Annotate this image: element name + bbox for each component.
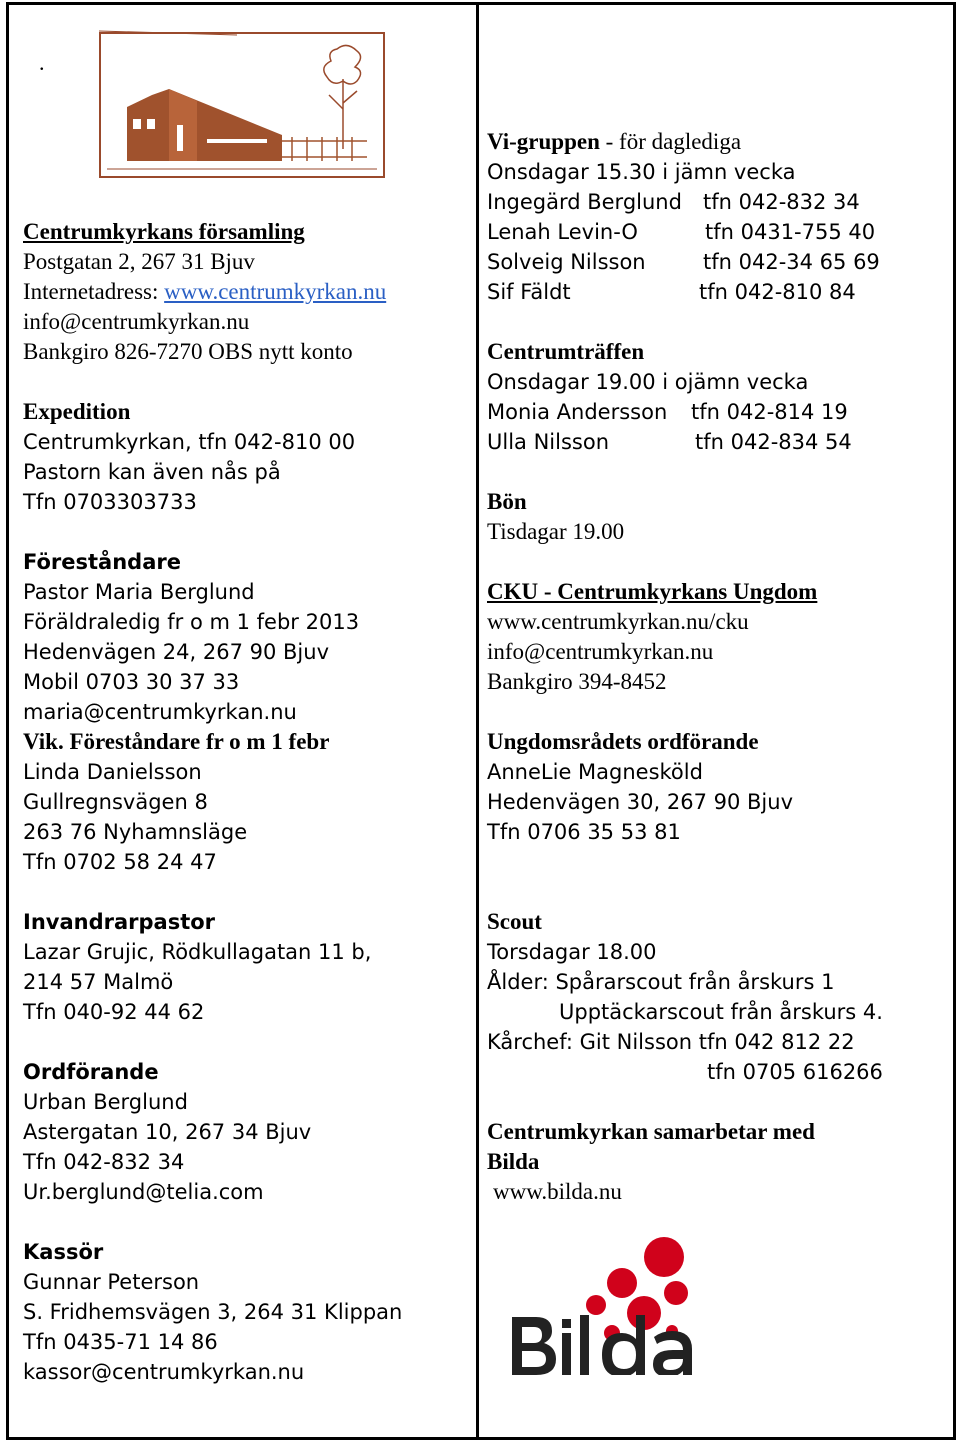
forestandare-name: Pastor Maria Berglund [23, 580, 255, 604]
web-label: Internetadress: [23, 279, 165, 304]
scout-age2: Upptäckarscout från årskurs 4. [559, 1000, 883, 1024]
contact-name: Lenah Levin-O [487, 220, 638, 244]
contact-name: Sif Fäldt [487, 280, 571, 304]
kassor-email: kassor@centrumkyrkan.nu [23, 1360, 305, 1384]
section-title-scout: Scout [487, 909, 542, 934]
website-link[interactable]: www.centrumkyrkan.nu [164, 279, 387, 304]
contact-tfn: tfn 042-814 19 [691, 400, 848, 424]
contact-tfn: tfn 042-810 84 [699, 280, 856, 304]
ungdomsradet-address: Hedenvägen 30, 267 90 Bjuv [487, 790, 794, 814]
section-title-cku: CKU - Centrumkyrkans Ungdom [487, 579, 818, 604]
section-title-forestandare: Föreståndare [23, 550, 181, 574]
ordforande-tfn: Tfn 042-832 34 [23, 1150, 185, 1174]
forsamling-email: info@centrumkyrkan.nu [23, 309, 250, 334]
vigruppen-contact [487, 217, 947, 247]
forsamling-address: Postgatan 2, 267 31 Bjuv [23, 249, 255, 274]
page-frame [6, 2, 956, 1440]
invandrarpastor-tfn: Tfn 040-92 44 62 [23, 1000, 205, 1024]
expedition-phone: Centrumkyrkan, tfn 042-810 00 [23, 430, 356, 454]
bon-when: Tisdagar 19.00 [487, 519, 625, 544]
forestandare-leave: Föräldraledig fr o m 1 febr 2013 [23, 610, 360, 634]
bilda-logo [504, 1235, 724, 1375]
section-title-kassor: Kassör [23, 1240, 104, 1264]
contact-tfn: tfn 042-34 65 69 [703, 250, 880, 274]
kassor-tfn: Tfn 0435-71 14 86 [23, 1330, 218, 1354]
ungdomsradet-tfn: Tfn 0706 35 53 81 [487, 820, 681, 844]
contact-name: Ulla Nilsson [487, 430, 610, 454]
section-title-centrumtraffen: Centrumträffen [487, 339, 645, 364]
vik-tfn: Tfn 0702 58 24 47 [23, 850, 217, 874]
contact-name: Ingegärd Berglund [487, 190, 682, 214]
forestandare-address: Hedenvägen 24, 267 90 Bjuv [23, 640, 330, 664]
forsamling-web [23, 277, 469, 307]
centrumtraffen-when: Onsdagar 19.00 i ojämn vecka [487, 370, 809, 394]
section-title-invandrarpastor: Invandrarpastor [23, 910, 216, 934]
centrumtraffen-contact [487, 397, 947, 427]
cku-bankgiro: Bankgiro 394-8452 [487, 669, 667, 694]
ordforande-address: Astergatan 10, 267 34 Bjuv [23, 1120, 312, 1144]
ordforande-email: Ur.berglund@telia.com [23, 1180, 264, 1204]
bilda-name: Bilda [487, 1149, 540, 1174]
section-title-bon: Bön [487, 489, 527, 514]
cku-email: info@centrumkyrkan.nu [487, 639, 714, 664]
invandrarpastor-line1: Lazar Grujic, Rödkullagatan 11 b, [23, 940, 372, 964]
ungdomsradet-name: AnneLie Magnesköld [487, 760, 703, 784]
vigruppen-subtitle-end: a [730, 129, 742, 154]
contact-name: Monia Andersson [487, 400, 668, 424]
contact-tfn: tfn 042-832 34 [703, 190, 860, 214]
section-title-ungdomsradet: Ungdomsrådets ordförande [487, 729, 759, 754]
scout-tfn2: tfn 0705 616266 [707, 1060, 883, 1084]
vigruppen-contact [487, 187, 947, 217]
vik-prefix: Vik. [23, 729, 64, 754]
top-dot: . [39, 50, 45, 75]
contact-tfn: tfn 0431-755 40 [705, 220, 876, 244]
contact-tfn: tfn 042-834 54 [695, 430, 852, 454]
centrumtraffen-contact [487, 427, 947, 457]
forsamling-bankgiro: Bankgiro 826-7270 OBS nytt konto [23, 339, 353, 364]
column-divider [476, 5, 479, 1437]
left-column [23, 5, 469, 1387]
invandrarpastor-line2: 214 57 Malmö [23, 970, 174, 994]
kassor-address: S. Fridhemsvägen 3, 264 31 Klippan [23, 1300, 403, 1324]
kassor-name: Gunnar Peterson [23, 1270, 200, 1294]
section-title-vigruppen: Vi-gruppen [487, 129, 600, 154]
scout-karchef: Kårchef: Git Nilsson tfn 042 812 22 [487, 1030, 855, 1054]
right-column [487, 5, 947, 1207]
vigruppen-when: Onsdagar 15.30 i jämn vecka [487, 160, 796, 184]
vik-city: 263 76 Nyhamnsläge [23, 820, 248, 844]
forestandare-email: maria@centrumkyrkan.nu [23, 700, 297, 724]
forestandare-mobile: Mobil 0703 30 37 33 [23, 670, 240, 694]
vik-name: Linda Danielsson [23, 760, 202, 784]
ordforande-name: Urban Berglund [23, 1090, 188, 1114]
vik-street: Gullregnsvägen 8 [23, 790, 208, 814]
vik-title: Föreståndare fr o m 1 febr [63, 729, 330, 754]
vigruppen-subtitle: - för dagledig [599, 129, 731, 154]
section-title-expedition: Expedition [23, 399, 131, 424]
section-title-bilda: Centrumkyrkan samarbetar med [487, 1119, 815, 1144]
expedition-note: Pastorn kan även nås på [23, 460, 281, 484]
section-title-ordforande: Ordförande [23, 1060, 159, 1084]
expedition-tfn: Tfn 0703303733 [23, 490, 197, 514]
vigruppen-contact [487, 247, 947, 277]
vigruppen-heading [487, 127, 947, 157]
bilda-web: www.bilda.nu [493, 1179, 622, 1204]
section-title-forsamling: Centrumkyrkans församling [23, 219, 305, 244]
section-title-vik [23, 727, 469, 757]
contact-name: Solveig Nilsson [487, 250, 646, 274]
scout-when: Torsdagar 18.00 [487, 940, 657, 964]
cku-web: www.centrumkyrkan.nu/cku [487, 609, 749, 634]
scout-age1: Ålder: Spårarscout från årskurs 1 [487, 970, 835, 994]
vigruppen-contact [487, 277, 947, 307]
